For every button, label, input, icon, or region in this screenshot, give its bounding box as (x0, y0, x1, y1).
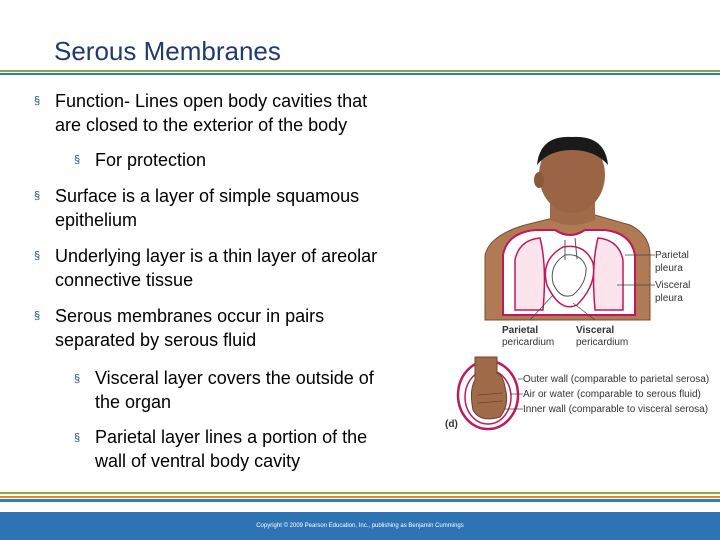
label-parietal-pericardium: Parietal (502, 325, 539, 336)
svg-text:pleura: pleura (655, 263, 683, 274)
bullet-marker: § (34, 95, 41, 107)
svg-text:pericardium: pericardium (502, 337, 555, 348)
bullet-item: Serous membranes occur in pairs separated by serous fluid (55, 306, 325, 350)
sub-bullet-item: Visceral layer covers the outside of the organ (95, 368, 374, 412)
footer-stripes (0, 492, 720, 502)
bullet-item: Surface is a layer of simple squamous epithelium (55, 186, 360, 230)
label-visceral-pleura: Visceral (655, 280, 691, 291)
serous-membrane-figure (445, 135, 720, 435)
torso-illustration (485, 137, 655, 320)
bullet-marker: § (34, 310, 41, 322)
slide-title: Serous Membranes (54, 36, 281, 66)
bullet-marker: § (34, 250, 41, 262)
fist-balloon-illustration (458, 357, 523, 429)
label-parietal-pleura: Parietal (655, 250, 689, 261)
sub-bullet-item: Parietal layer lines a portion of the wall of ventral body cavity (95, 427, 368, 471)
copyright-text: Copyright © 2009 Pearson Education, Inc., publishing as Benjamin Cummings (256, 523, 464, 529)
bullet-item: Function- Lines open body cavities that are closed to the exterior of the body (55, 91, 368, 135)
label-outer-wall: Outer wall (comparable to parietal serosa) (523, 374, 710, 385)
svg-text:pericardium: pericardium (576, 337, 629, 348)
panel-label: (d) (445, 419, 458, 430)
svg-text:pleura: pleura (655, 293, 683, 304)
label-air-water: Air or water (comparable to serous fluid) (523, 389, 701, 400)
bullet-item: Underlying layer is a thin layer of areolar connective tissue (55, 246, 378, 290)
sub-bullet-item: For protection (95, 150, 207, 170)
bullet-marker: § (74, 373, 81, 385)
bullet-marker: § (74, 432, 81, 444)
label-visceral-pericardium: Visceral (576, 325, 615, 336)
label-inner-wall: Inner wall (comparable to visceral serosa) (523, 404, 709, 415)
bullet-marker: § (34, 190, 41, 202)
bullet-marker: § (74, 154, 81, 166)
